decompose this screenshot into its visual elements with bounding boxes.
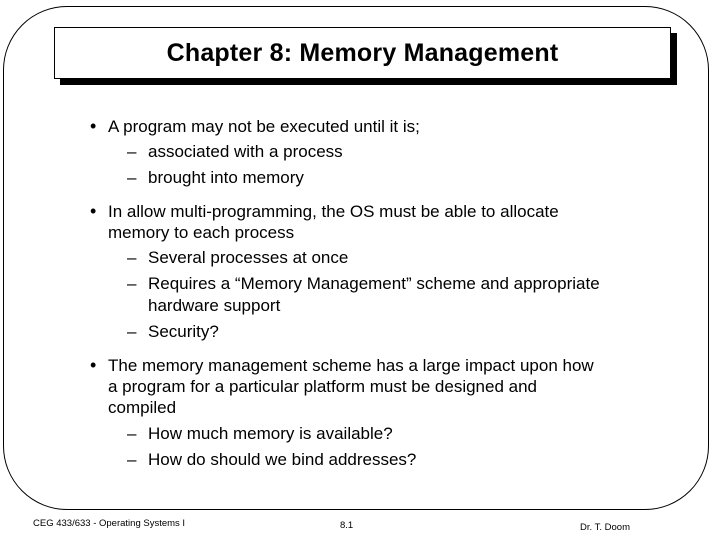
bullet-3-line-3: compiled	[108, 398, 177, 417]
dash-marker: –	[127, 168, 137, 187]
dash-marker: –	[127, 424, 137, 443]
bullet-3-line-1: The memory management scheme has a large impact upon how	[108, 356, 594, 375]
bullet-2-line-1: In allow multi-programming, the OS must be able to allocate	[108, 202, 559, 221]
footer-page-number: 8.1	[340, 520, 354, 531]
dash-marker: –	[127, 142, 137, 161]
bullet-3-sub-2: How do should we bind addresses?	[148, 450, 417, 469]
bullet-2-sub-3: Security?	[148, 322, 219, 341]
bullet-3-line-2: a program for a particular platform must be designed and	[108, 377, 538, 396]
bullet-1-sub-2: brought into memory	[148, 168, 304, 187]
bullet-marker: •	[90, 201, 97, 221]
bullet-2-line-2: memory to each process	[108, 223, 295, 242]
bullet-2-sub-2: Requires a “Memory Management” scheme and appropriate	[148, 274, 600, 293]
slide-title: Chapter 8: Memory Management	[166, 38, 559, 67]
bullet-1-sub-1: associated with a process	[148, 142, 343, 161]
dash-marker: –	[127, 274, 137, 293]
footer-author: Dr. T. Doom	[580, 522, 630, 533]
bullet-marker: •	[90, 116, 97, 136]
bullet-1-text: A program may not be executed until it is;	[108, 117, 420, 136]
bullet-marker: •	[90, 355, 97, 375]
footer-course: CEG 433/633 - Operating Systems I	[33, 518, 186, 529]
bullet-2-sub-2-cont: hardware support	[148, 296, 281, 315]
dash-marker: –	[127, 322, 137, 341]
dash-marker: –	[127, 450, 137, 469]
bullet-2-sub-1: Several processes at once	[148, 248, 349, 267]
dash-marker: –	[127, 248, 137, 267]
bullet-3-sub-1: How much memory is available?	[148, 424, 393, 443]
